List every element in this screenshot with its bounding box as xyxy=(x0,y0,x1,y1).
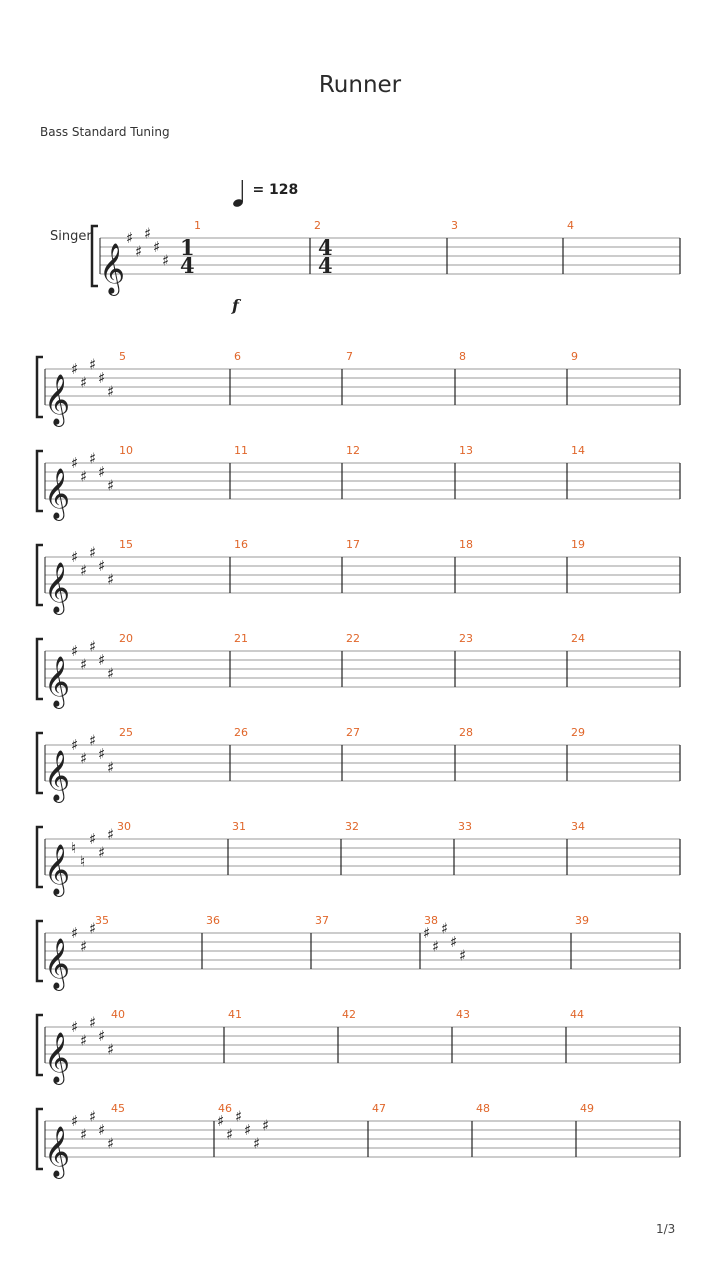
system-bracket xyxy=(37,639,43,699)
key-sharp-icon: ♯ xyxy=(89,543,97,562)
measure-number: 17 xyxy=(346,538,360,551)
key-sharp-icon: ♯ xyxy=(71,1112,79,1130)
key-sharp-icon: ♯ xyxy=(126,229,134,247)
key-change-sharp-icon: ♯ xyxy=(253,1134,261,1153)
key-change-sharp-icon: ♯ xyxy=(235,1107,243,1126)
key-sharp-icon: ♯ xyxy=(89,449,97,468)
key-sharp-icon: ♯ xyxy=(162,251,170,270)
measure-number: 24 xyxy=(571,632,585,645)
key-sharp-icon: ♯ xyxy=(80,1031,88,1050)
measure-number: 26 xyxy=(234,726,248,739)
measure-number: 31 xyxy=(232,820,246,833)
key-natural-icon: ♮ xyxy=(80,852,86,871)
key-sharp-icon: ♯ xyxy=(107,664,115,683)
measure-number: 36 xyxy=(206,914,220,927)
key-sharp-icon: ♯ xyxy=(71,360,79,378)
treble-clef-icon: 𝄞 xyxy=(44,844,71,895)
measure-number: 38 xyxy=(424,914,438,927)
key-sharp-icon: ♯ xyxy=(89,1107,97,1126)
key-sharp-icon: ♯ xyxy=(98,651,106,669)
key-sharp-icon: ♯ xyxy=(89,355,97,374)
time-signature-numerator: 4 xyxy=(318,235,333,260)
treble-clef-icon: 𝄞 xyxy=(44,1032,71,1083)
key-sharp-icon: ♯ xyxy=(71,454,79,472)
key-sharp-icon: ♯ xyxy=(107,570,115,589)
measure-number: 27 xyxy=(346,726,360,739)
treble-clef-icon: 𝄞 xyxy=(44,468,71,519)
key-sharp-icon: ♯ xyxy=(71,736,79,754)
measure-number: 35 xyxy=(95,914,109,927)
measure-number: 40 xyxy=(111,1008,125,1021)
key-change-sharp-icon: ♯ xyxy=(217,1112,225,1130)
measure-number: 48 xyxy=(476,1102,490,1115)
measure-number: 37 xyxy=(315,914,329,927)
key-change-sharp-icon: ♯ xyxy=(262,1116,270,1135)
key-sharp-icon: ♯ xyxy=(135,242,143,261)
key-sharp-icon: ♯ xyxy=(80,373,88,392)
key-sharp-icon: ♯ xyxy=(107,1040,115,1059)
measure-number: 18 xyxy=(459,538,473,551)
key-sharp-icon: ♯ xyxy=(80,655,88,674)
measure-number: 21 xyxy=(234,632,248,645)
measure-number: 10 xyxy=(119,444,133,457)
key-change-sharp-icon: ♯ xyxy=(441,919,449,938)
measure-number: 9 xyxy=(571,350,578,363)
system-bracket xyxy=(37,1015,43,1075)
measure-number: 11 xyxy=(234,444,248,457)
key-sharp-icon: ♯ xyxy=(107,825,115,844)
measure-number: 30 xyxy=(117,820,131,833)
measure-number: 2 xyxy=(314,219,321,232)
treble-clef-icon: 𝄞 xyxy=(44,656,71,707)
system-bracket xyxy=(37,545,43,605)
measure-number: 32 xyxy=(345,820,359,833)
measure-number: 45 xyxy=(111,1102,125,1115)
measure-number: 43 xyxy=(456,1008,470,1021)
key-sharp-icon: ♯ xyxy=(89,637,97,656)
key-sharp-icon: ♯ xyxy=(80,749,88,768)
measure-number: 13 xyxy=(459,444,473,457)
instrument-label: Singer xyxy=(50,229,92,244)
system-bracket xyxy=(37,827,43,887)
measure-number: 44 xyxy=(570,1008,584,1021)
system-bracket xyxy=(92,226,98,286)
measure-number: 39 xyxy=(575,914,589,927)
measure-number: 47 xyxy=(372,1102,386,1115)
key-change-sharp-icon: ♯ xyxy=(226,1125,234,1144)
measure-number: 16 xyxy=(234,538,248,551)
treble-clef-icon: 𝄞 xyxy=(44,750,71,801)
treble-clef-icon: 𝄞 xyxy=(44,562,71,613)
measure-number: 25 xyxy=(119,726,133,739)
tempo-value: = 128 xyxy=(252,182,299,198)
key-change-sharp-icon: ♯ xyxy=(459,946,467,965)
time-signature-denominator: 4 xyxy=(180,253,195,278)
key-sharp-icon: ♯ xyxy=(144,224,152,243)
treble-clef-icon: 𝄞 xyxy=(44,1126,71,1177)
system-bracket xyxy=(37,733,43,793)
key-sharp-icon: ♯ xyxy=(71,1018,79,1036)
key-sharp-icon: ♯ xyxy=(80,467,88,486)
key-sharp-icon: ♯ xyxy=(98,745,106,763)
key-change-sharp-icon: ♯ xyxy=(244,1121,252,1139)
measure-number: 46 xyxy=(218,1102,232,1115)
key-sharp-icon: ♯ xyxy=(71,642,79,660)
key-change-sharp-icon: ♯ xyxy=(423,924,431,942)
key-sharp-icon: ♯ xyxy=(107,758,115,777)
time-signature-numerator: 1 xyxy=(180,235,195,260)
dynamic-marking: f xyxy=(232,296,239,315)
measure-number: 49 xyxy=(580,1102,594,1115)
key-change-sharp-icon: ♯ xyxy=(432,937,440,956)
measure-number: 34 xyxy=(571,820,585,833)
measure-number: 7 xyxy=(346,350,353,363)
measure-number: 1 xyxy=(194,219,201,232)
treble-clef-icon: 𝄞 xyxy=(44,938,71,989)
measure-number: 19 xyxy=(571,538,585,551)
system-bracket xyxy=(37,1109,43,1169)
measure-number: 14 xyxy=(571,444,585,457)
key-sharp-icon: ♯ xyxy=(98,557,106,575)
key-sharp-icon: ♯ xyxy=(107,1134,115,1153)
measure-number: 28 xyxy=(459,726,473,739)
key-sharp-icon: ♯ xyxy=(98,369,106,387)
key-sharp-icon: ♯ xyxy=(107,382,115,401)
measure-number: 5 xyxy=(119,350,126,363)
measure-number: 15 xyxy=(119,538,133,551)
time-signature-denominator: 4 xyxy=(318,253,333,278)
measure-number: 12 xyxy=(346,444,360,457)
key-change-sharp-icon: ♯ xyxy=(450,933,458,951)
key-sharp-icon: ♯ xyxy=(80,1125,88,1144)
key-sharp-icon: ♯ xyxy=(89,830,97,848)
system-bracket xyxy=(37,451,43,511)
treble-clef-icon: 𝄞 xyxy=(99,243,126,294)
score-title: Runner xyxy=(318,72,402,98)
key-sharp-icon: ♯ xyxy=(80,937,88,956)
key-sharp-icon: ♯ xyxy=(98,843,106,862)
measure-number: 6 xyxy=(234,350,241,363)
measure-number: 3 xyxy=(451,219,458,232)
measure-number: 42 xyxy=(342,1008,356,1021)
key-sharp-icon: ♯ xyxy=(89,1013,97,1032)
key-sharp-icon: ♯ xyxy=(80,561,88,580)
measure-number: 4 xyxy=(567,219,574,232)
key-sharp-icon: ♯ xyxy=(71,548,79,566)
measure-number: 41 xyxy=(228,1008,242,1021)
measure-number: 33 xyxy=(458,820,472,833)
key-sharp-icon: ♯ xyxy=(89,731,97,750)
key-natural-icon: ♮ xyxy=(71,839,77,857)
key-sharp-icon: ♯ xyxy=(98,1121,106,1139)
key-sharp-icon: ♯ xyxy=(98,1027,106,1045)
system-bracket xyxy=(37,357,43,417)
measure-number: 23 xyxy=(459,632,473,645)
measure-number: 29 xyxy=(571,726,585,739)
key-sharp-icon: ♯ xyxy=(71,924,79,942)
system-bracket xyxy=(37,921,43,981)
key-sharp-icon: ♯ xyxy=(89,919,97,938)
key-sharp-icon: ♯ xyxy=(107,476,115,495)
tuning-label: Bass Standard Tuning xyxy=(40,125,170,139)
treble-clef-icon: 𝄞 xyxy=(44,374,71,425)
key-sharp-icon: ♯ xyxy=(98,463,106,481)
page-number: 1/3 xyxy=(656,1222,676,1236)
key-sharp-icon: ♯ xyxy=(153,238,161,256)
measure-number: 22 xyxy=(346,632,360,645)
measure-number: 8 xyxy=(459,350,466,363)
measure-number: 20 xyxy=(119,632,133,645)
